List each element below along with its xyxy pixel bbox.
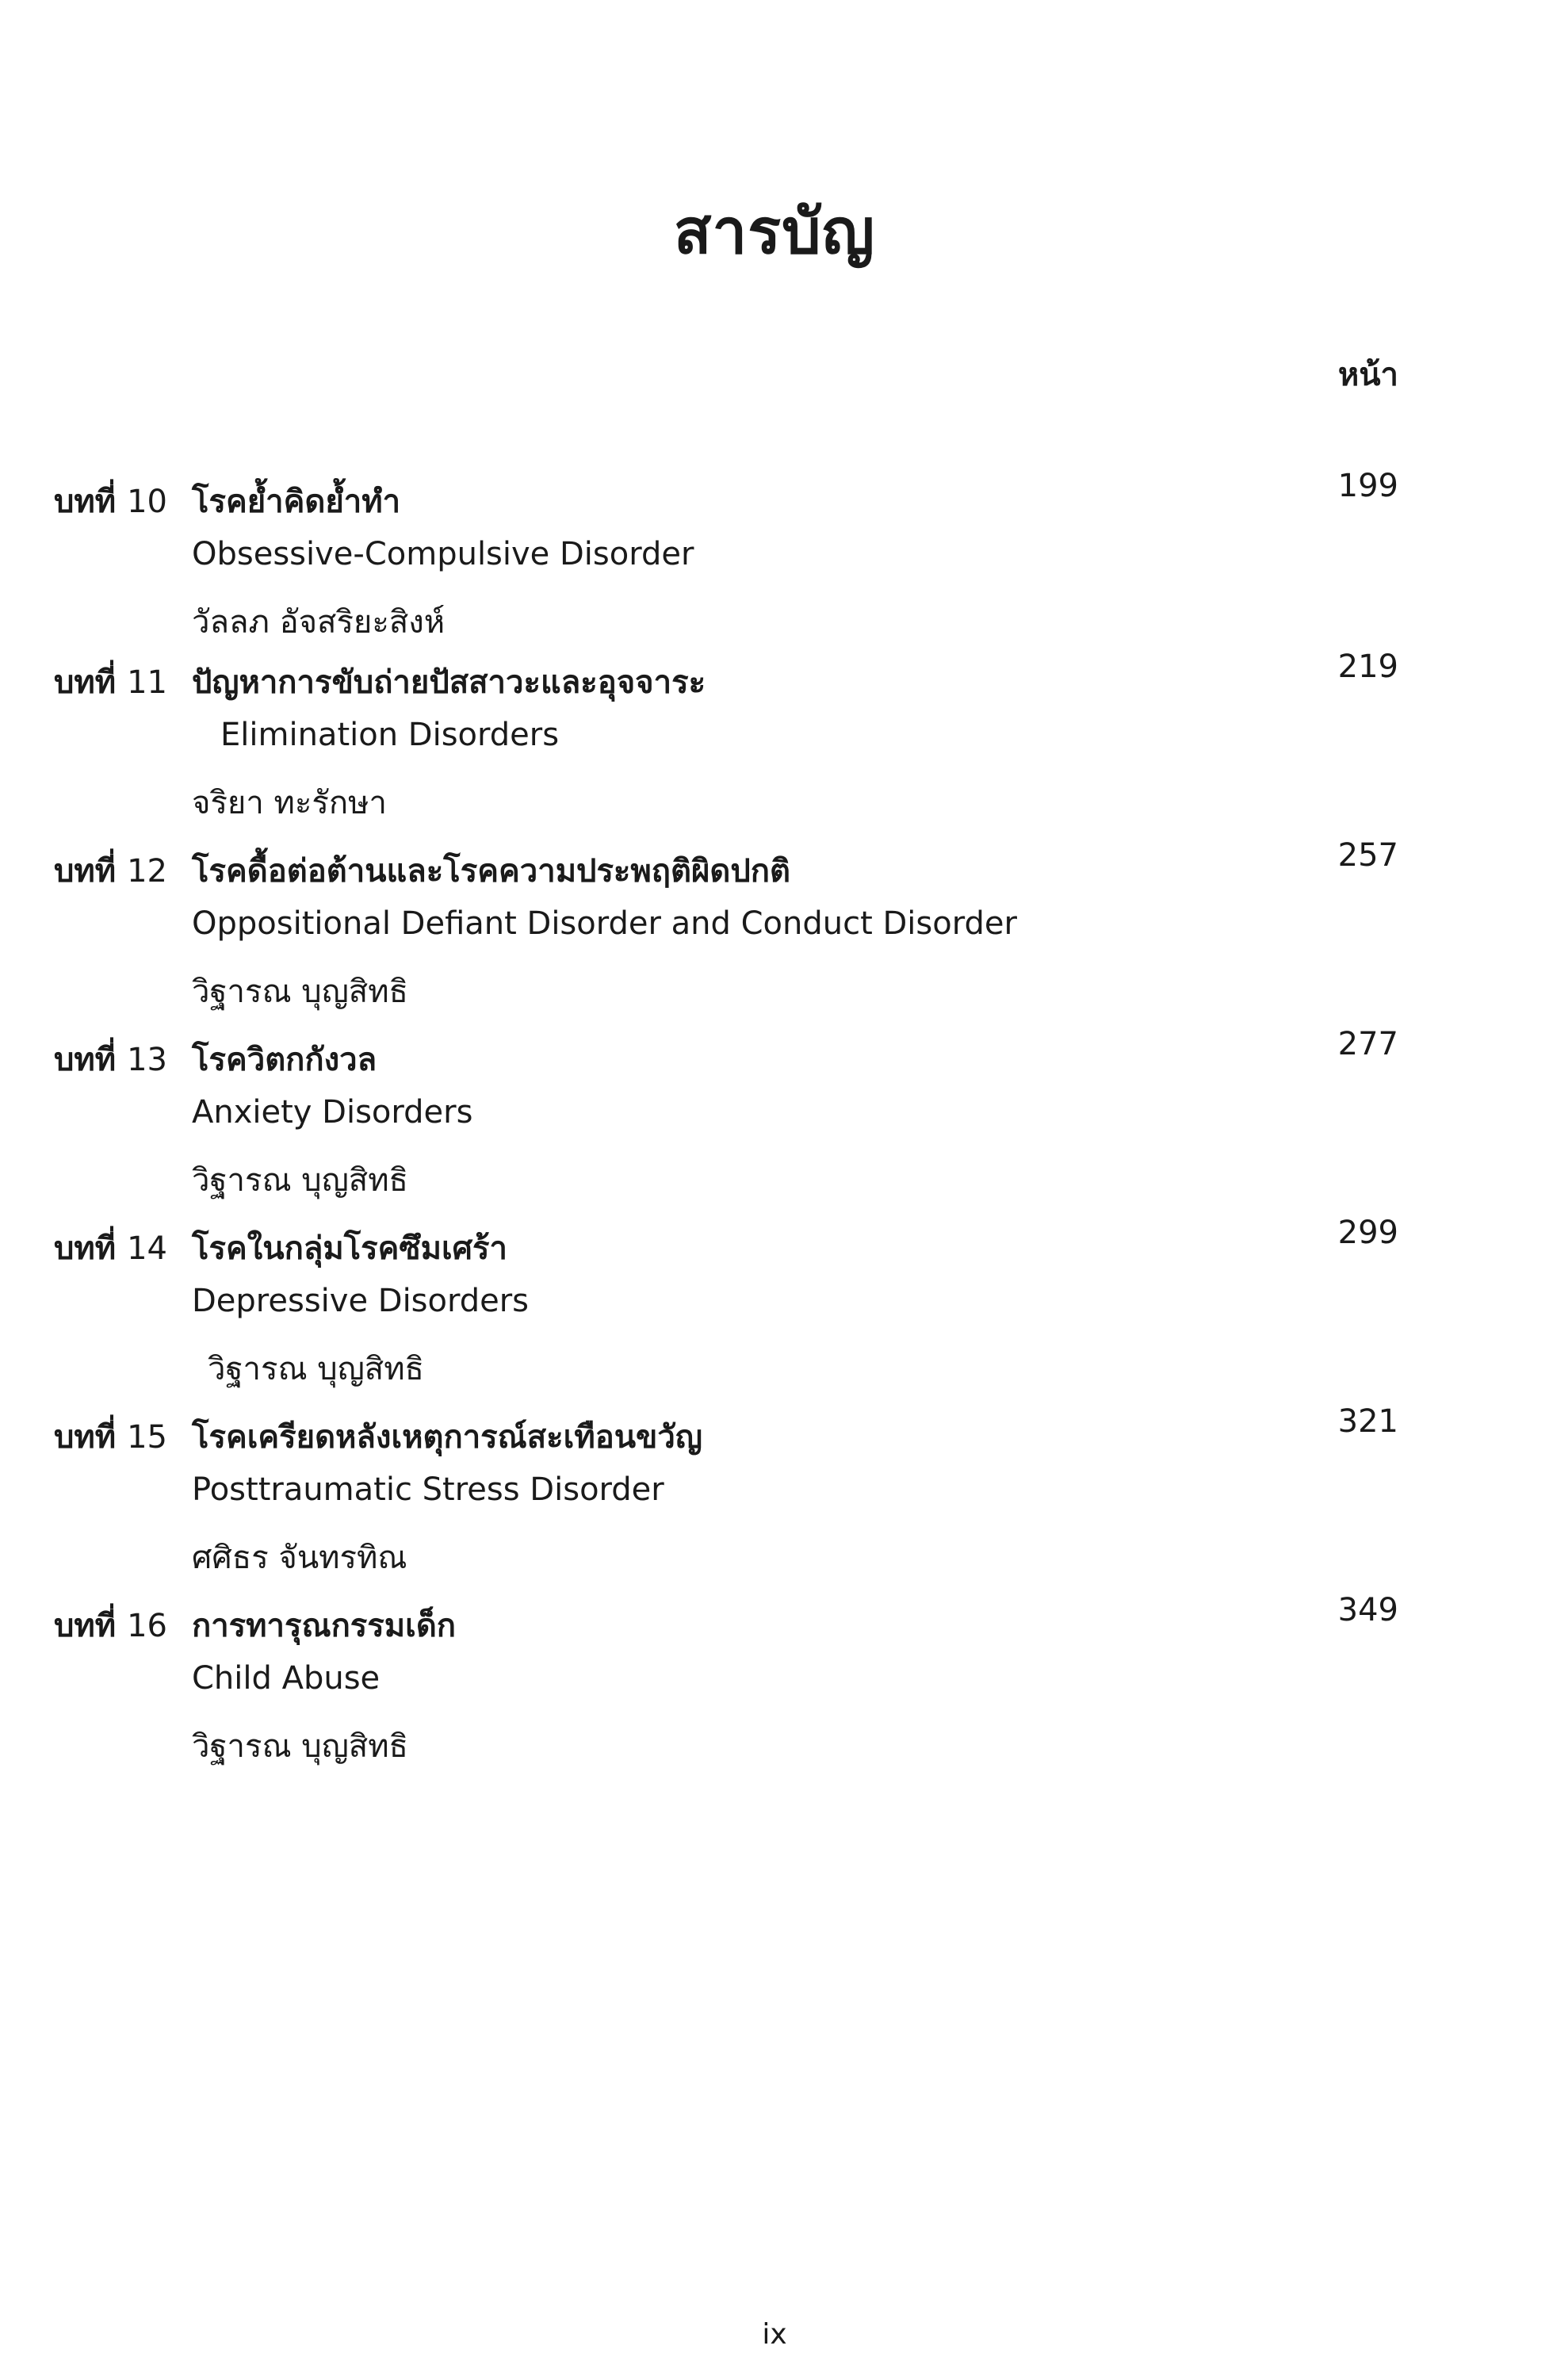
chapter-thai-title: โรควิตกกังวล bbox=[192, 1042, 377, 1078]
chapter-number: 11 bbox=[127, 664, 167, 701]
chapter-thai-title: ปัญหาการขับถ่ายปัสสาวะและอุจจาระ bbox=[192, 664, 706, 701]
footer-page-number: ix bbox=[762, 2318, 787, 2351]
chapter-number: 13 bbox=[127, 1042, 167, 1078]
chapter-english-title: Child Abuse bbox=[192, 1660, 381, 1697]
chapter-english-title: Anxiety Disorders bbox=[192, 1094, 473, 1131]
chapter-word: บทที่ bbox=[54, 1419, 117, 1456]
chapter-author: วิฐารณ บุญสิทธิ bbox=[192, 974, 408, 1010]
chapter-word: บทที่ bbox=[54, 1608, 117, 1644]
chapter-english-title: Oppositional Defiant Disorder and Conduct Disorder bbox=[192, 905, 1017, 942]
chapter-page-number: 321 bbox=[1337, 1403, 1398, 1440]
chapter-label bbox=[54, 656, 167, 707]
chapter-thai-title: โรคดื้อต่อต้านและโรคความประพฤติผิดปกติ bbox=[192, 853, 790, 890]
chapter-number: 16 bbox=[127, 1608, 167, 1644]
chapter-author: วัลลภ อัจสริยะสิงห์ bbox=[192, 604, 446, 641]
chapter-english-title: Obsessive-Compulsive Disorder bbox=[192, 536, 694, 572]
chapter-page-number: 257 bbox=[1337, 837, 1398, 874]
chapter-thai-title: การทารุณกรรมเด็ก bbox=[192, 1608, 457, 1644]
page-column-label: หน้า bbox=[1337, 357, 1398, 393]
chapter-author: วิฐารณ บุญสิทธิ bbox=[192, 1728, 408, 1765]
chapter-label bbox=[54, 476, 167, 526]
chapter-word: บทที่ bbox=[54, 1230, 117, 1267]
chapter-page-number: 299 bbox=[1337, 1215, 1398, 1251]
chapter-thai-title: โรคย้ำคิดย้ำทำ bbox=[192, 484, 401, 520]
chapter-page-number: 277 bbox=[1337, 1026, 1398, 1062]
chapter-author: ศศิธร จันทรทิณ bbox=[192, 1540, 407, 1576]
chapter-number: 15 bbox=[127, 1419, 167, 1456]
chapter-label bbox=[54, 845, 167, 896]
chapter-number: 14 bbox=[127, 1230, 167, 1267]
chapter-number: 10 bbox=[127, 484, 167, 520]
chapter-page-number: 219 bbox=[1337, 649, 1398, 685]
chapter-number: 12 bbox=[127, 853, 167, 890]
chapter-thai-title: โรคในกลุ่มโรคซึมเศร้า bbox=[192, 1230, 507, 1267]
chapter-english-title: Posttraumatic Stress Disorder bbox=[192, 1471, 664, 1508]
chapter-english-title: Depressive Disorders bbox=[192, 1283, 530, 1319]
chapter-label bbox=[54, 1411, 167, 1462]
page-title: สารบัญ bbox=[673, 197, 876, 268]
chapter-word: บทที่ bbox=[54, 664, 117, 701]
chapter-word: บทที่ bbox=[54, 484, 117, 520]
chapter-english-title: Elimination Disorders bbox=[220, 717, 560, 753]
chapter-label bbox=[54, 1034, 167, 1085]
chapter-page-number: 199 bbox=[1337, 468, 1398, 504]
chapter-word: บทที่ bbox=[54, 853, 117, 890]
chapter-label bbox=[54, 1223, 167, 1273]
chapter-thai-title: โรคเครียดหลังเหตุการณ์สะเทือนขวัญ bbox=[192, 1419, 702, 1456]
chapter-author: วิฐารณ บุญสิทธิ bbox=[208, 1351, 424, 1387]
chapter-label bbox=[54, 1600, 167, 1651]
chapter-page-number: 349 bbox=[1337, 1592, 1398, 1628]
chapter-author: วิฐารณ บุญสิทธิ bbox=[192, 1162, 408, 1199]
chapter-word: บทที่ bbox=[54, 1042, 117, 1078]
chapter-author: จริยา ทะรักษา bbox=[192, 785, 387, 821]
